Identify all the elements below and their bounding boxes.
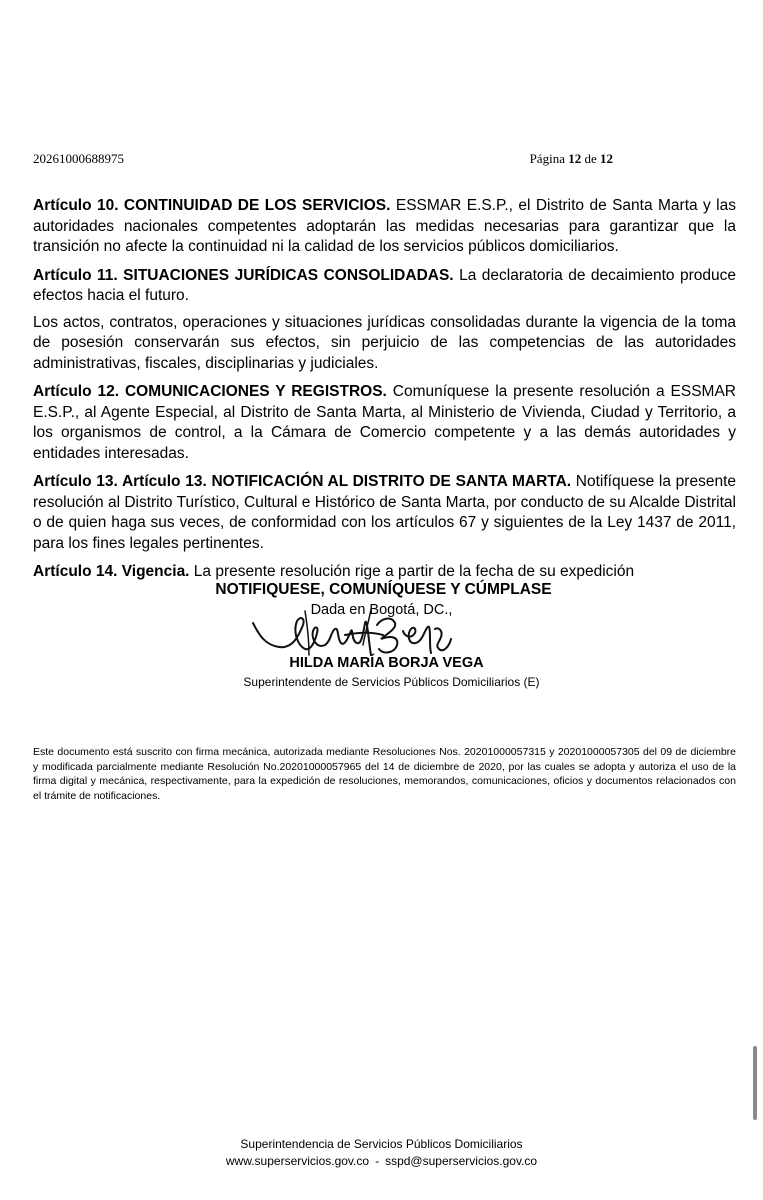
closing-formula: NOTIFIQUESE, COMUNÍQUESE Y CÚMPLASE <box>215 581 552 598</box>
page-total: 12 <box>600 151 613 166</box>
article-heading: Artículo 12. COMUNICACIONES Y REGISTROS. <box>33 383 387 400</box>
footer-contact <box>0 1153 763 1170</box>
issue-place: Dada en Bogotá, DC., <box>310 602 453 618</box>
article-10 <box>33 196 736 258</box>
article-heading: Artículo 10. CONTINUIDAD DE LOS SERVICIOS. <box>33 197 391 214</box>
signer-title: Superintendente de Servicios Públicos Domiciliarios (E) <box>243 675 540 689</box>
article-12 <box>33 382 736 464</box>
page-indicator <box>530 151 613 167</box>
document-number: 20261000688975 <box>33 151 124 166</box>
article-text: Notifíquese la presente resolución al Distrito Turístico, Cultural e Histórico de Santa Marta, por conducto de su Alcalde Distrital o de quien haga sus veces, de conformidad con los artículos 67 y siguientes de la Ley 1437 de 2011, para los fines legales pertinentes. <box>33 473 737 552</box>
footer-separator: - <box>375 1154 380 1168</box>
page-footer <box>0 1136 763 1170</box>
article-heading: Artículo 13. Artículo 13. NOTIFICACIÓN AL DISTRITO DE SANTA MARTA. <box>33 473 572 490</box>
resolution-body <box>33 196 736 591</box>
article-text: Comuníquese la presente resolución a ESSMAR E.S.P., al Agente Especial, al Distrito de Santa Marta, al Ministerio de Vivienda, Ciudad y Territorio, a los organismos de control, a la Cámara de Comercio competente y a las demás autoridades y entidades interesadas. <box>33 383 736 462</box>
article-text: ESSMAR E.S.P., el Distrito de Santa Marta y las autoridades nacionales competentes adoptarán las medidas necesarias para garantizar que la transición no afecte la continuidad ni la calidad de los servicios públicos domiciliarios. <box>33 197 736 255</box>
page-prefix: Página <box>529 151 565 166</box>
article-text: La declaratoria de decaimiento produce efectos hacia el futuro. <box>33 266 736 304</box>
signer-name: HILDA MARÍA BORJA VEGA <box>289 655 484 671</box>
article-text: Los actos, contratos, operaciones y situaciones jurídicas consolidadas durante la vigencia de la toma de posesión conservarán sus efectos, sin perjuicio de las competencias de las autoridades administrativas, fiscales, disciplinarias y judiciales. <box>33 313 736 372</box>
page-header <box>33 151 613 169</box>
article-text: La presente resolución rige a partir de la fecha de su expedición <box>189 563 635 580</box>
article-13 <box>33 472 736 554</box>
footer-email: sspd@superservicios.gov.co <box>385 1154 538 1168</box>
footer-entity: Superintendencia de Servicios Públicos Domiciliarios <box>240 1137 523 1151</box>
article-11 <box>33 266 736 307</box>
article-heading: Artículo 11. SITUACIONES JURÍDICAS CONSOLIDADAS. <box>33 266 454 284</box>
article-heading: Artículo 14. Vigencia. <box>33 563 190 580</box>
footer-website: www.superservicios.gov.co <box>225 1154 370 1168</box>
page-of: de <box>584 151 597 166</box>
scroll-indicator[interactable] <box>753 1046 757 1120</box>
article-11-paragraph <box>33 313 736 375</box>
signature-disclaimer: Este documento está suscrito con firma mecánica, autorizada mediante Resoluciones Nos. 20201000057315 y 20201000057305 del 09 de diciembre y modificada parcialmente mediante Resolución No.20201000057965 del 14 de diciembre de 2020, por las cuales se adopta y autoriza el uso de la firma digital y mecánica, respectivamente, para la expedición de resoluciones, memorandos, comunicaciones, oficios y documentos relacionados con el trámite de notificaciones. <box>33 746 736 802</box>
page-current: 12 <box>568 151 582 166</box>
